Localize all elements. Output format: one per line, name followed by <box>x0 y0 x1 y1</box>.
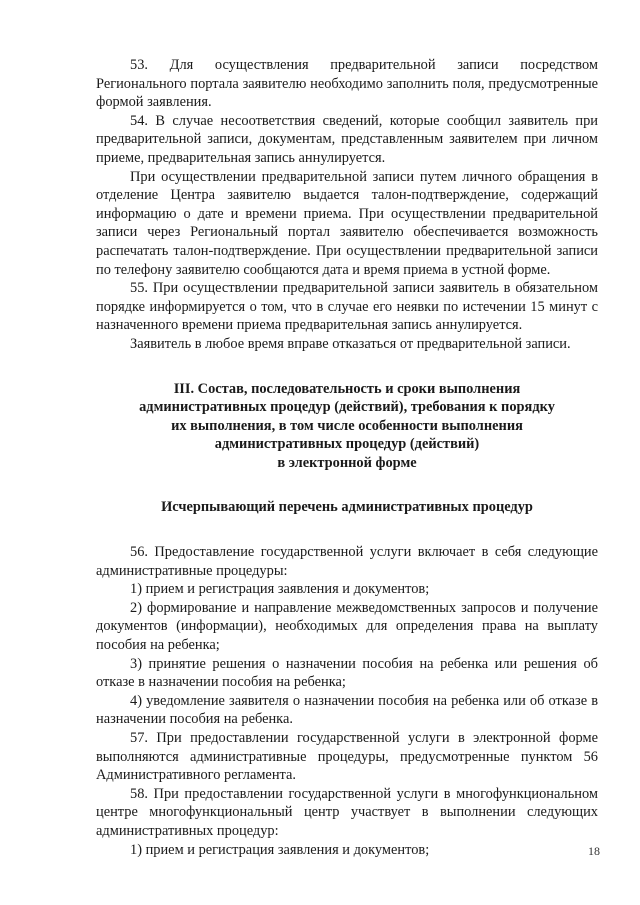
subheading: Исчерпывающий перечень административных процедур <box>161 499 533 516</box>
list-item: 3) принятие решения о назначении пособия на ребенка или решения об отказе в назначении пособия на ребенка; <box>96 655 598 691</box>
section-heading-line: административных процедур (действий) <box>214 436 480 453</box>
section-heading <box>96 380 598 473</box>
paragraph-coupon: При осуществлении предварительной записи путем личного обращения в отделение Центра заявителю выдается талон-подтверждение, содержащий информацию о дате и времени приема. При осуществлении предварительной записи через Региональный портал заявителю обеспечивается возможность распечатать талон-подтверждение. При осуществлении предварительной записи по телефону заявителю сообщаются дата и время приема в устной форме. <box>96 168 598 278</box>
paragraph-57: 57. При предоставлении государственной услуги в электронной форме выполняются административные процедуры, предусмотренные пунктом 56 Административного регламента. <box>96 730 598 784</box>
text-column <box>96 56 598 859</box>
paragraph-refuse: Заявитель в любое время вправе отказаться от предварительной записи. <box>130 335 571 352</box>
paragraph-53: 53. Для осуществления предварительной записи посредством Регионального портала заявителю необходимо заполнить поля, предусмотренные формой заявления. <box>96 57 598 111</box>
paragraph-55: 55. При осуществлении предварительной записи заявитель в обязательном порядке информируется о том, что в случае его неявки по истечении 15 минут с назначенного времени приема предварительная запись аннулируется. <box>96 280 598 334</box>
list-item: 4) уведомление заявителя о назначении пособия на ребенка или об отказе в назначении пособия на ребенка. <box>96 692 598 728</box>
section-heading-line: в электронной форме <box>277 454 417 471</box>
section-heading-line: административных процедур (действий), требования к порядку <box>139 399 555 416</box>
list-item: 1) прием и регистрация заявления и документов; <box>130 841 430 858</box>
list-item: 1) прием и регистрация заявления и документов; <box>130 581 430 598</box>
page-number: 18 <box>588 844 600 858</box>
list-item: 2) формирование и направление межведомственных запросов и получение документов (информации), необходимых для определения права на выплату пособия на ребенка; <box>96 599 598 654</box>
paragraph-54: 54. В случае несоответствия сведений, которые сообщил заявитель при предварительной записи, документам, представленным заявителем при личном приеме, предварительная запись аннулируется. <box>96 112 598 166</box>
paragraph-56: 56. Предоставление государственной услуги включает в себя следующие административные процедуры: <box>96 544 598 579</box>
section-heading-line: их выполнения, в том числе особенности выполнения <box>171 417 523 434</box>
section-heading-line: III. Состав, последовательность и сроки выполнения <box>173 380 521 397</box>
paragraph-58: 58. При предоставлении государственной услуги в многофункциональном центре многофункциональный центр участвует в выполнении следующих административных процедур: <box>96 785 598 839</box>
